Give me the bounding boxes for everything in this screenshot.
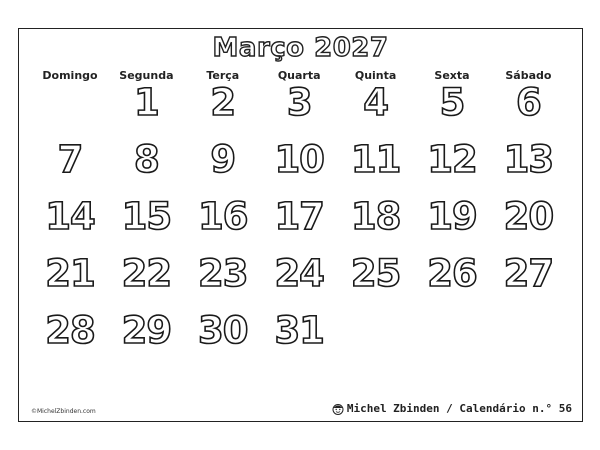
weekday-3: Terça [206,69,240,82]
day-cell: 5 [439,81,465,124]
day-cell: 3 [286,81,312,124]
day-cell: 7 [57,138,83,181]
day-cell: 30 [198,309,248,352]
website-credit: ©MichelZbinden.com [31,408,96,415]
day-cell: 9 [210,138,236,181]
author-credit-text: Michel Zbinden / Calendário n.° 56 [346,402,572,415]
day-cell: 14 [45,195,95,238]
day-cell: 23 [198,252,248,295]
day-cell: 29 [121,309,172,352]
day-cell: 21 [45,252,95,295]
calendar-page [18,28,583,422]
month-title: Março 2027 [212,33,389,63]
day-cell: 1 [134,81,159,124]
weekday-1: Domingo [42,69,98,82]
weekday-2: Segunda [119,69,174,82]
day-cell: 26 [427,252,477,295]
day-cell: 13 [503,138,554,181]
day-cell: 11 [350,138,401,181]
day-cell: 28 [45,309,95,352]
author-credit [332,402,572,415]
day-cell: 24 [274,252,324,295]
day-cell: 8 [134,138,159,181]
weekday-5: Quinta [354,69,397,82]
day-cell: 15 [121,195,172,238]
day-cell: 4 [363,81,388,124]
day-cell: 6 [516,81,541,124]
day-cell: 31 [274,309,324,352]
day-cell: 10 [274,138,324,181]
face-icon [332,403,344,415]
weekday-7: Sábado [505,69,552,82]
day-cell: 22 [121,252,172,295]
day-cell: 17 [274,195,324,238]
weekday-4: Quarta [277,69,321,82]
day-cell: 2 [210,81,236,124]
day-cell: 18 [350,195,401,238]
day-cell: 20 [503,195,554,238]
day-cell: 27 [503,252,554,295]
day-cell: 16 [198,195,248,238]
day-cell: 25 [350,252,401,295]
day-cell: 12 [427,138,477,181]
day-cell: 19 [427,195,477,238]
weekday-6: Sexta [434,69,470,82]
